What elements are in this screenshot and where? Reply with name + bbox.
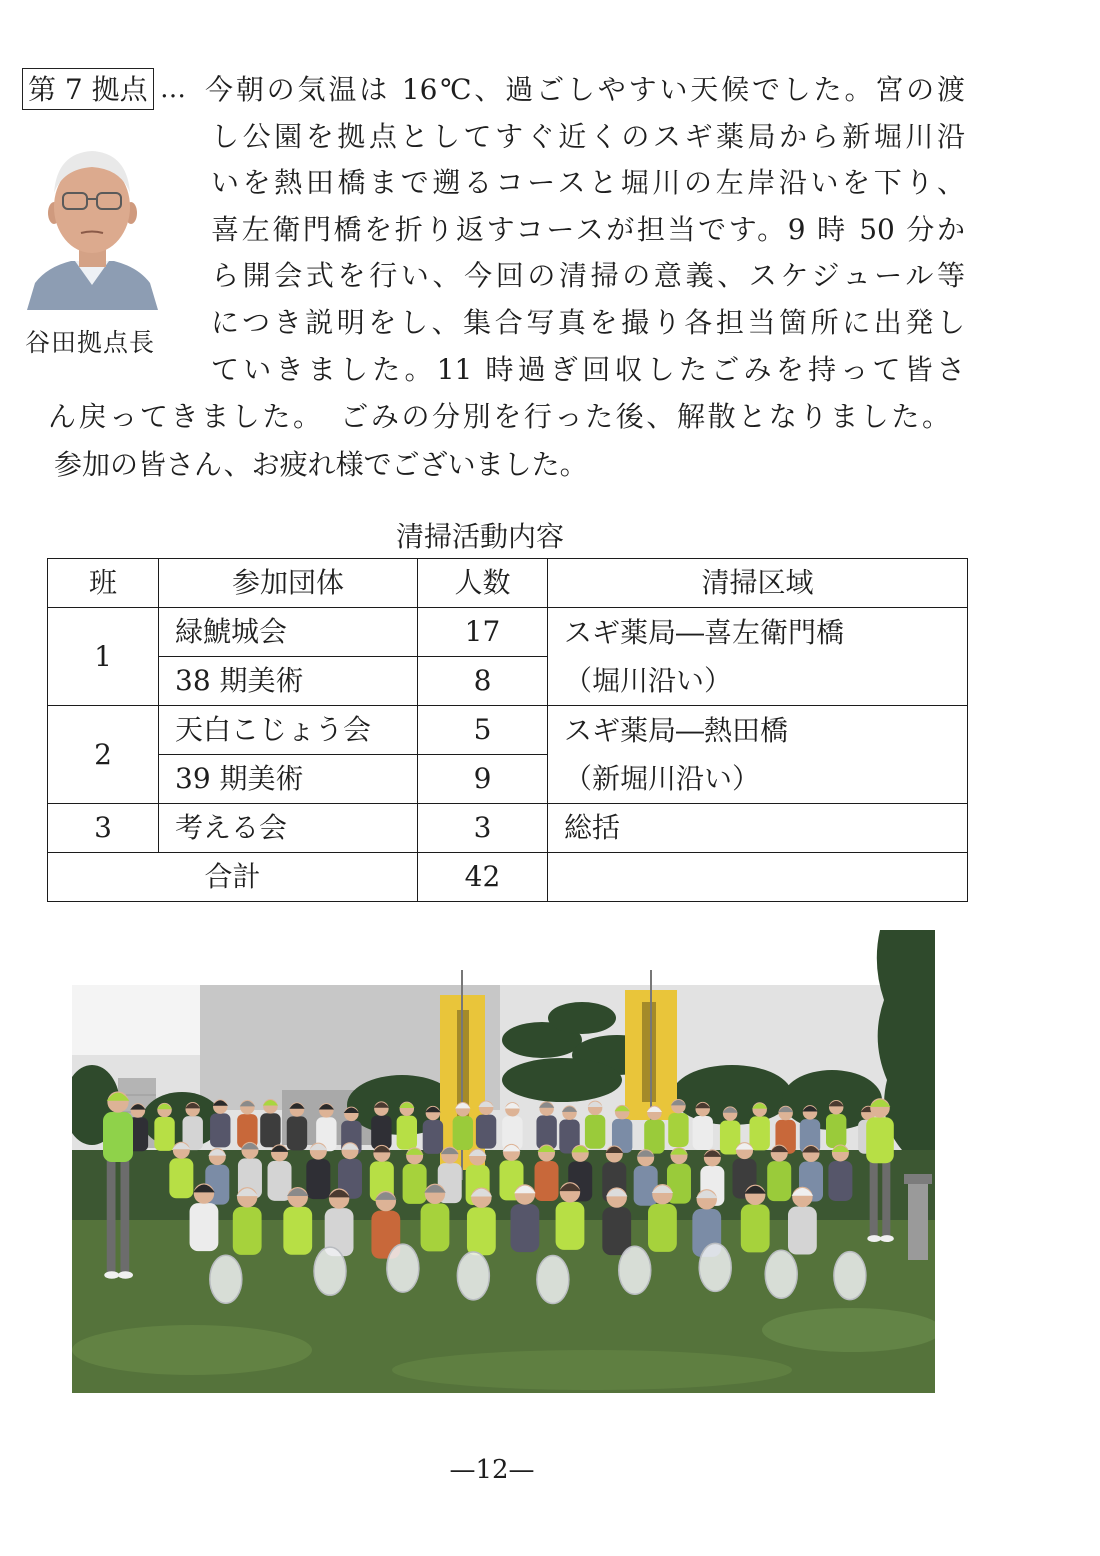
team-number: 2	[48, 706, 159, 804]
lamp-post	[904, 1174, 932, 1260]
person	[403, 1147, 427, 1204]
trash-bag	[699, 1243, 731, 1291]
total-area	[548, 853, 968, 902]
group-name: 39 期美術	[159, 755, 418, 804]
total-count: 42	[418, 853, 548, 902]
section-ellipsis: …	[160, 74, 186, 104]
area-route: スギ薬局―喜左衛門橋	[564, 615, 845, 649]
person	[828, 1144, 852, 1201]
table-row	[48, 608, 968, 657]
trash-bag	[210, 1255, 242, 1303]
person	[233, 1187, 262, 1255]
person	[287, 1102, 307, 1150]
person	[397, 1102, 417, 1150]
body-line: 今朝の気温は 16℃、過ごしやすい天候でした。宮の渡	[205, 73, 965, 106]
person	[306, 1143, 330, 1200]
table-header-row	[48, 559, 968, 608]
group-name: 緑鯱城会	[159, 608, 418, 657]
trash-bag	[537, 1255, 569, 1303]
person	[749, 1102, 769, 1150]
group-photo	[72, 930, 935, 1393]
person	[423, 1106, 443, 1154]
table-total-row	[48, 853, 968, 902]
person	[210, 1099, 230, 1147]
person	[283, 1187, 312, 1255]
person	[693, 1102, 713, 1150]
body-line: し公園を拠点としてすぐ近くのスギ薬局から新堀川沿	[211, 120, 965, 153]
table-row	[48, 706, 968, 755]
trash-bag	[314, 1247, 346, 1295]
portrait-photo	[25, 135, 160, 310]
person	[169, 1142, 193, 1199]
trash-bag	[619, 1246, 651, 1294]
body-line: 喜左衛門橋を折り返すコースが担当です。9 時 50 分か	[211, 213, 965, 246]
person	[826, 1100, 846, 1148]
member-count: 5	[418, 706, 548, 755]
person	[767, 1145, 791, 1202]
person	[511, 1184, 540, 1252]
area-route: 総括	[564, 811, 621, 844]
total-label: 合計	[48, 853, 418, 902]
body-line: 参加の皆さん、お疲れ様でございました。	[54, 448, 588, 481]
person	[421, 1184, 450, 1252]
team-number: 3	[48, 804, 159, 853]
person	[183, 1102, 203, 1150]
portrait-caption: 谷田拠点長	[25, 328, 156, 357]
trash-bag	[765, 1250, 797, 1298]
person	[268, 1144, 292, 1201]
person	[788, 1187, 817, 1255]
body-line: ん戻ってきました。 ごみの分別を行った後、解散となりました。	[48, 400, 950, 433]
person	[585, 1101, 605, 1149]
person	[536, 1101, 556, 1149]
member-count: 3	[418, 804, 548, 853]
table-title: 清掃活動内容	[395, 520, 564, 553]
person	[154, 1103, 174, 1151]
member-count: 9	[418, 755, 548, 804]
page-number: —12—	[449, 1455, 535, 1485]
person	[502, 1102, 522, 1150]
person	[467, 1187, 496, 1255]
area-route: スギ薬局―熱田橋	[564, 713, 789, 747]
person	[644, 1106, 664, 1154]
person	[371, 1101, 391, 1149]
person	[741, 1185, 770, 1253]
trash-bag	[457, 1252, 489, 1300]
header-count: 人数	[418, 559, 548, 608]
person	[535, 1145, 559, 1202]
trash-bag	[387, 1244, 419, 1292]
person	[453, 1102, 473, 1150]
member-count: 8	[418, 657, 548, 706]
group-name: 38 期美術	[159, 657, 418, 706]
table-row	[48, 804, 968, 853]
group-name: 天白こじょう会	[159, 706, 418, 755]
group-name: 考える会	[159, 804, 418, 853]
team-number: 1	[48, 608, 159, 706]
body-line: ていきました。11 時過ぎ回収したごみを持って皆さ	[211, 353, 965, 386]
person	[556, 1182, 585, 1250]
header-team: 班	[48, 559, 159, 608]
body-line: いを熱田橋まで遡るコースと堀川の左岸沿いを下り、	[211, 166, 965, 199]
area-note: （堀川沿い）	[564, 663, 733, 697]
person	[668, 1099, 688, 1147]
banner	[625, 970, 677, 1130]
section-label: 第 7 拠点	[22, 68, 154, 110]
person	[190, 1183, 219, 1251]
header-group: 参加団体	[159, 559, 418, 608]
person	[648, 1184, 677, 1252]
cleaning-area	[548, 804, 968, 853]
trash-bag	[834, 1252, 866, 1300]
person	[237, 1100, 257, 1148]
activity-table	[47, 558, 968, 902]
header-area: 清掃区域	[548, 559, 968, 608]
cleaning-area	[548, 706, 968, 804]
person	[260, 1099, 280, 1147]
body-line: につき説明をし、集合写真を撮り各担当箇所に出発し	[211, 306, 965, 339]
person	[476, 1101, 496, 1149]
cleaning-area	[548, 608, 968, 706]
member-count: 17	[418, 608, 548, 657]
area-note: （新堀川沿い）	[564, 761, 761, 795]
person	[602, 1187, 631, 1255]
body-line: ら開会式を行い、今回の清掃の意義、スケジュール等	[211, 259, 965, 292]
person	[325, 1188, 354, 1256]
